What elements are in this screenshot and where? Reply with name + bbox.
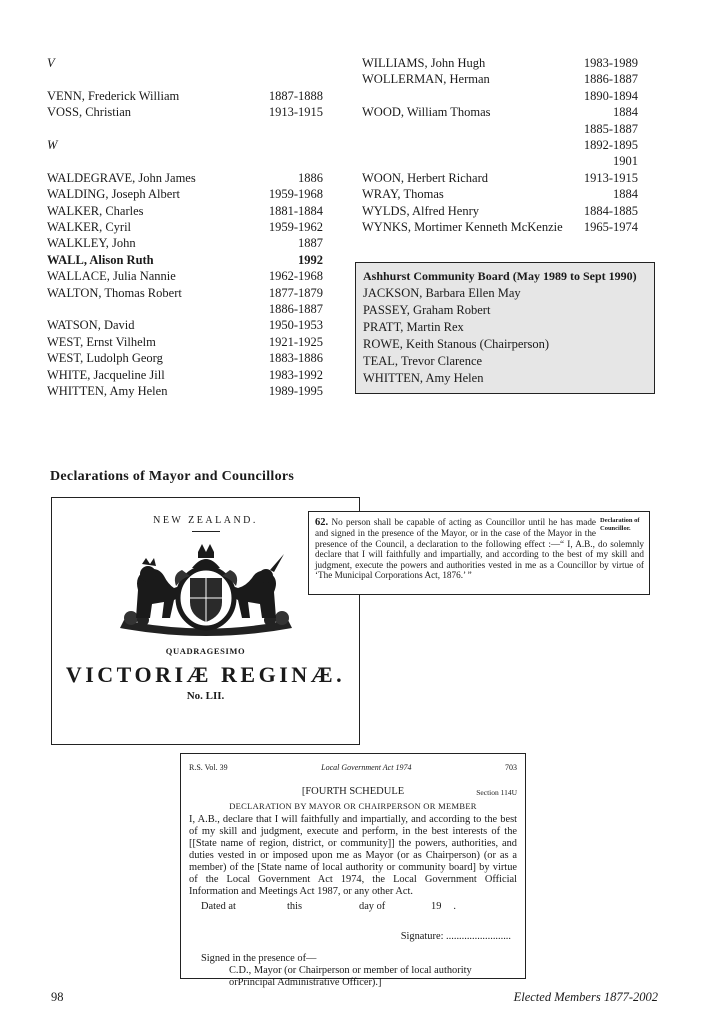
alphabet-letter-heading: W bbox=[47, 137, 58, 152]
coat-of-arms-icon bbox=[86, 540, 326, 640]
board-member: TEAL, Trevor Clarence bbox=[363, 354, 483, 368]
member-entry bbox=[47, 285, 323, 301]
schedule-header bbox=[189, 762, 517, 774]
member-years: 1881-1884 bbox=[268, 203, 323, 218]
member-years: 1965-1974 bbox=[583, 220, 638, 235]
signature-line: Signature: ......................... bbox=[400, 931, 511, 942]
schedule-subtitle: DECLARATION BY MAYOR OR CHAIRPERSON OR MEMBER bbox=[229, 801, 477, 811]
member-entry bbox=[47, 334, 323, 350]
section-number: 62. bbox=[315, 517, 329, 528]
member-entry bbox=[47, 301, 323, 317]
member-entry bbox=[47, 104, 323, 120]
member-years: 1884 bbox=[613, 187, 638, 202]
right-member-list bbox=[362, 55, 638, 235]
member-entry bbox=[362, 203, 638, 219]
member-entry bbox=[47, 170, 323, 186]
board-member: PASSEY, Graham Robert bbox=[363, 303, 491, 317]
board-title: Ashhurst Community Board (May 1989 to Sept 1990) bbox=[363, 269, 637, 283]
member-name: WILLIAMS, John Hugh bbox=[362, 56, 486, 70]
country-title: NEW ZEALAND. bbox=[153, 515, 258, 526]
board-member: JACKSON, Barbara Ellen May bbox=[363, 286, 521, 300]
left-member-list bbox=[47, 55, 323, 399]
schedule-body: I, A.B., declare that I will faithfully and impartially, and according to the best of my skill and judgment, execute and perform, in the best interests of the [[State name of region, district, or community]] the powers, authorities, and duties vested in or imposed upon me as Mayor (or as Chairperson) (or as a member) of the [State name of local authority or community board] by virtue of the Local Government Act 1974, the Local Government Official Information and Meetings Act 1987, or any other Act. bbox=[189, 814, 517, 897]
title-rule bbox=[192, 531, 220, 532]
member-entry bbox=[47, 186, 323, 202]
member-entry bbox=[47, 235, 323, 251]
board-member-list bbox=[363, 285, 646, 387]
member-name: WALKER, Charles bbox=[47, 203, 144, 218]
member-years: 1887-1888 bbox=[268, 88, 323, 103]
member-entry bbox=[362, 153, 638, 169]
list-spacer bbox=[47, 153, 323, 169]
member-years: 1913-1915 bbox=[583, 170, 638, 185]
member-name: WOOD, William Thomas bbox=[362, 105, 491, 120]
member-entry bbox=[47, 268, 323, 284]
member-entry bbox=[47, 219, 323, 235]
member-years: 1885-1887 bbox=[583, 121, 638, 136]
act-number: No. LII. bbox=[186, 690, 225, 702]
section-heading: Declarations of Mayor and Councillors bbox=[50, 469, 295, 484]
member-years: 1959-1962 bbox=[268, 219, 323, 234]
day-of-label: day of bbox=[359, 901, 386, 912]
member-years: 1989-1995 bbox=[268, 384, 323, 399]
schedule-title-row bbox=[189, 786, 517, 798]
member-entry bbox=[362, 121, 638, 137]
schedule-volume: R.S. Vol. 39 bbox=[189, 763, 228, 772]
board-member: ROWE, Keith Stanous (Chairperson) bbox=[363, 337, 550, 351]
member-name: WALLACE, Julia Nannie bbox=[47, 269, 176, 284]
member-years: 1950-1953 bbox=[268, 318, 323, 333]
list-spacer bbox=[47, 71, 323, 87]
ashhurst-community-board-box bbox=[355, 262, 655, 394]
member-name: WALDING, Joseph Albert bbox=[47, 187, 180, 202]
board-member: PRATT, Martin Rex bbox=[363, 320, 464, 334]
member-entry bbox=[362, 55, 638, 71]
member-years: 1884-1885 bbox=[583, 203, 638, 218]
year-label: 19 bbox=[431, 901, 442, 912]
member-years: 1877-1879 bbox=[268, 285, 323, 300]
member-entry bbox=[362, 104, 638, 120]
member-years: 1886 bbox=[298, 170, 323, 185]
running-footer-title: Elected Members 1877-2002 bbox=[513, 990, 658, 1004]
member-years: 1886-1887 bbox=[583, 72, 638, 87]
schedule-title: [FOURTH SCHEDULE bbox=[301, 786, 405, 797]
member-years: 1992 bbox=[298, 252, 323, 267]
member-entry bbox=[47, 252, 323, 268]
dated-line: Dated at this day of 19 . bbox=[201, 901, 456, 912]
member-name: WYLDS, Alfred Henry bbox=[362, 203, 479, 218]
member-name: WALL, Alison Ruth bbox=[47, 252, 154, 267]
member-years: 1962-1968 bbox=[268, 269, 323, 284]
member-name: WATSON, David bbox=[47, 318, 135, 333]
member-years: 1913-1915 bbox=[268, 105, 323, 120]
list-spacer bbox=[47, 121, 323, 137]
member-entry bbox=[362, 88, 638, 104]
member-entry bbox=[362, 186, 638, 202]
member-name: VOSS, Christian bbox=[47, 105, 132, 120]
member-entry bbox=[47, 203, 323, 219]
member-years: 1887 bbox=[298, 236, 323, 251]
member-entry bbox=[362, 170, 638, 186]
member-years: 1959-1968 bbox=[268, 187, 323, 202]
member-entry bbox=[47, 350, 323, 366]
member-entry bbox=[362, 137, 638, 153]
member-years: 1892-1895 bbox=[583, 138, 638, 153]
regnal-year-title: VICTORIÆ REGINÆ. bbox=[65, 662, 346, 687]
member-entry bbox=[47, 383, 323, 399]
schedule-page-number: 703 bbox=[504, 763, 517, 772]
member-name: WYNKS, Mortimer Kenneth McKenzie bbox=[362, 220, 563, 235]
schedule-section: Section 114U bbox=[476, 788, 517, 797]
member-years: 1983-1992 bbox=[268, 367, 323, 382]
member-name: WALKLEY, John bbox=[47, 236, 136, 251]
witness-line: C.D., Mayor (or Chairperson or member of local authority orPrincipal Administrative Officer).] bbox=[229, 965, 472, 988]
member-name: VENN, Frederick William bbox=[47, 88, 180, 103]
quadragesimo-text: QUADRAGESIMO bbox=[165, 646, 246, 656]
member-entry bbox=[47, 88, 323, 104]
member-years: 1890-1894 bbox=[583, 88, 638, 103]
presence-line: Signed in the presence of— bbox=[201, 953, 317, 964]
margin-note: Declaration of Councillor. bbox=[600, 517, 640, 532]
schedule-act-name: Local Government Act 1974 bbox=[321, 763, 412, 772]
member-name: WRAY, Thomas bbox=[362, 187, 444, 202]
member-entry bbox=[47, 317, 323, 333]
member-years: 1983-1989 bbox=[583, 56, 638, 70]
member-name: WALKER, Cyril bbox=[47, 219, 132, 234]
dated-at-label: Dated at bbox=[201, 901, 236, 912]
member-years: 1886-1887 bbox=[268, 302, 323, 317]
member-years: 1901 bbox=[613, 154, 638, 169]
fourth-schedule-clipping bbox=[180, 753, 526, 988]
member-name: WOLLERMAN, Herman bbox=[362, 72, 490, 87]
member-name: WHITE, Jacqueline Jill bbox=[47, 367, 165, 382]
member-years: 1921-1925 bbox=[268, 334, 323, 349]
section-62-text: No person shall be capable of acting as Councillor until he has made and signed in the presence of the Mayor, or in the case of the Mayor in the presence of the Council, a declaration to the following effect :—“ I, A.B., do solemnly declare that I will faithfully and impartially, and according to the best of my skill and judgment, execute the powers and authorities vested in me as a Councillor by virtue of ‘The Municipal Corporations Act, 1876.’ ” bbox=[315, 517, 644, 581]
member-entry bbox=[362, 219, 638, 235]
member-name: WOON, Herbert Richard bbox=[362, 170, 488, 185]
member-name: WHITTEN, Amy Helen bbox=[47, 384, 168, 399]
this-label: this bbox=[287, 901, 303, 912]
section-62-clipping bbox=[308, 511, 650, 595]
member-name: WEST, Ernst Vilhelm bbox=[47, 334, 156, 349]
member-name: WALDEGRAVE, John James bbox=[47, 170, 196, 185]
member-entry bbox=[362, 71, 638, 87]
member-name: WALTON, Thomas Robert bbox=[47, 285, 182, 300]
page-number: 98 bbox=[51, 990, 64, 1004]
member-years: 1883-1886 bbox=[268, 351, 323, 366]
member-name: WEST, Ludolph Georg bbox=[47, 351, 163, 366]
member-entry bbox=[47, 367, 323, 383]
board-member: WHITTEN, Amy Helen bbox=[363, 371, 484, 385]
member-years: 1884 bbox=[613, 105, 638, 120]
alphabet-letter-heading: V bbox=[47, 56, 55, 70]
